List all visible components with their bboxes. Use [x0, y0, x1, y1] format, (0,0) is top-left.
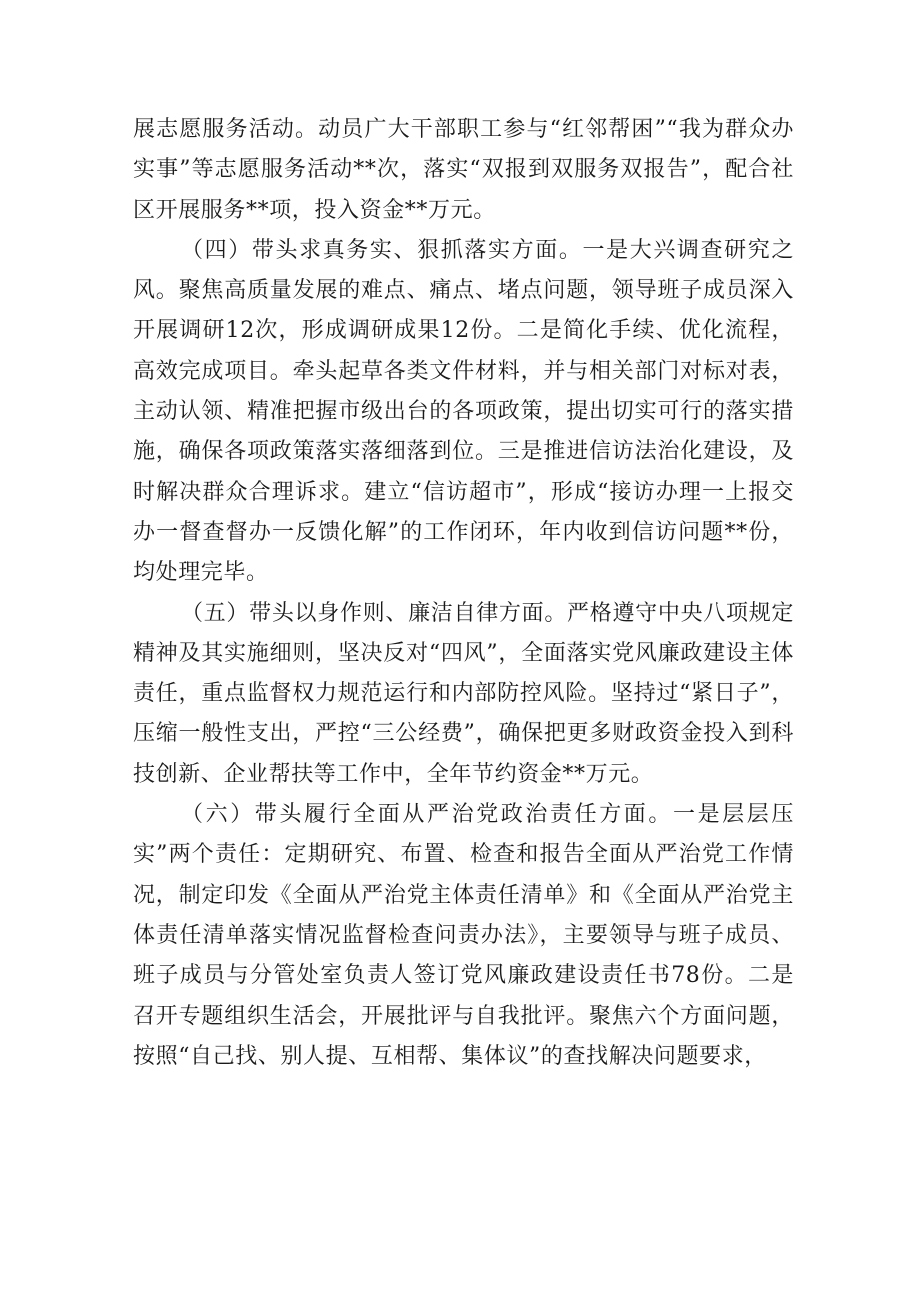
document-body [133, 110, 794, 1077]
paragraph-section-four: （四）带头求真务实、狠抓落实方面。一是大兴调查研究之风。聚焦高质量发展的难点、痛点、堵点问题，领导班子成员深入开展调研12次，形成调研成果12份。二是简化手续、优化流程，高效完成项目。牵头起草各类文件材料，并与相关部门对标对表，主动认领、精准把握市级出台的各项政策，提出切实可行的落实措施，确保各项政策落实落细落到位。三是推进信访法治化建设，及时解决群众合理诉求。建立“信访超市”，形成“接访办理一上报交办一督查督办一反馈化解”的工作闭环，年内收到信访问题**份，均处理完毕。 [133, 237, 794, 586]
paragraph-section-five: （五）带头以身作则、廉洁自律方面。严格遵守中央八项规定精神及其实施细则，坚决反对“四风”，全面落实党风廉政建设主体责任，重点监督权力规范运行和内部防控风险。坚持过“紧日子”，压缩一般性支出，严控“三公经费”，确保把更多财政资金投入到科技创新、企业帮扶等工作中，全年节约资金**万元。 [133, 600, 794, 787]
paragraph-section-six: （六）带头履行全面从严治党政治责任方面。一是层层压实”两个责任：定期研究、布置、检查和报告全面从严治党工作情况，制定印发《全面从严治党主体责任清单》和《全面从严治党主体责任清单落实情况监督检查问责办法》，主要领导与班子成员、班子成员与分管处室负责人签订党风廉政建设责任书78份。二是召开专题组织生活会，开展批评与自我批评。聚焦六个方面问题，按照“自己找、别人提、互相帮、集体议”的查找解决问题要求， [133, 802, 794, 1069]
paragraph-continuation: 展志愿服务活动。动员广大干部职工参与“红邻帮困”“我为群众办实事”等志愿服务活动**次，落实“双报到双服务双报告”，配合社区开展服务**项，投入资金**万元。 [133, 117, 794, 223]
